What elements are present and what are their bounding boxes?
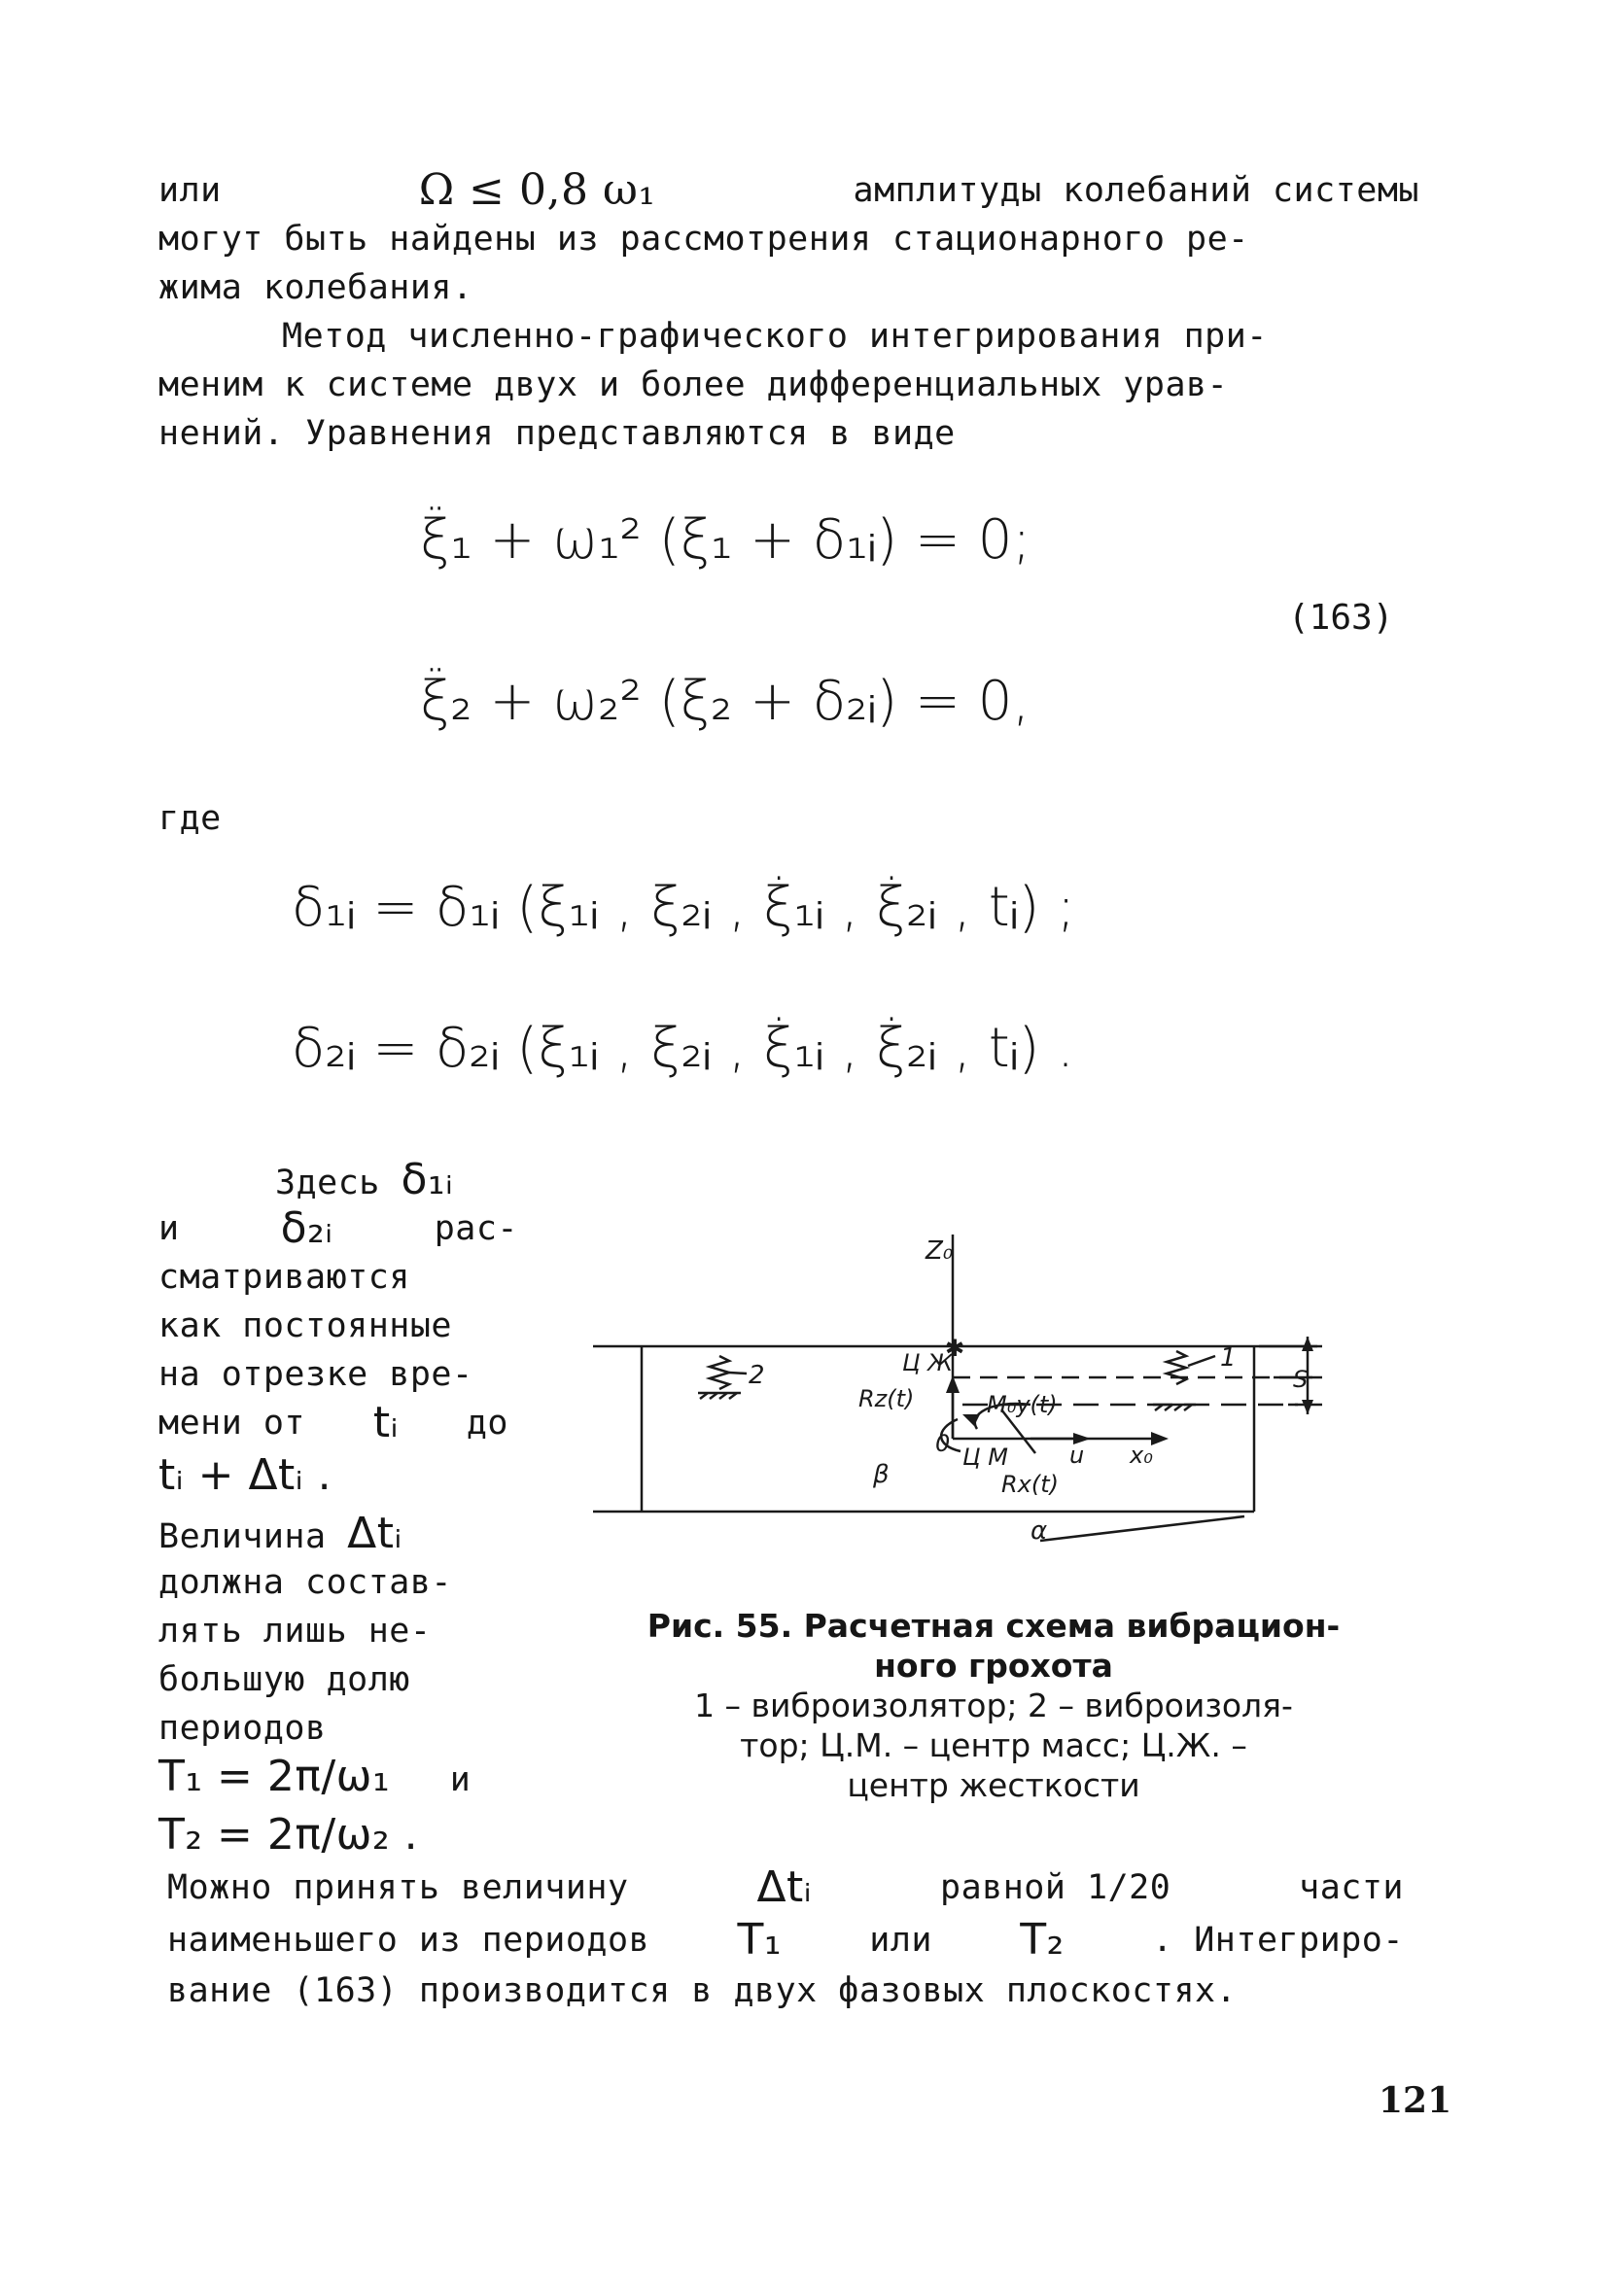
label-mass-center: Ц М: [962, 1444, 1008, 1471]
spring-isolator-1: [1167, 1351, 1186, 1384]
left-col-l2-end: рас-: [434, 1209, 518, 1248]
left-col-l8-text: Величина: [158, 1517, 327, 1556]
label-isolator-2: 2: [749, 1361, 765, 1390]
para3-line1-end: части: [1299, 1868, 1404, 1907]
label2-leader: [729, 1373, 747, 1374]
para1-line1: [158, 167, 1419, 214]
para3-line1-mid: равной 1/20: [940, 1868, 1171, 1907]
left-col-line13: [158, 1754, 471, 1803]
left-col-line14: [158, 1812, 418, 1861]
definition-delta1: δ₁ᵢ = δ₁ᵢ (ξ₁ᵢ , ξ₂ᵢ , ξ̇₁ᵢ , ξ̇₂ᵢ , tᵢ) ;: [292, 876, 1076, 939]
left-col-line8: [158, 1511, 402, 1560]
label-s: S: [1293, 1366, 1309, 1393]
para3-line2-math1: T₁: [737, 1915, 782, 1965]
left-col-line6: [158, 1400, 508, 1446]
label-stiffness-center: Ц Ж: [902, 1349, 954, 1376]
label-isolator-1: 1: [1220, 1343, 1237, 1373]
para1-line2: могут быть найдены из рассмотрения стационарного ре-: [158, 220, 1249, 259]
definition-delta2: δ₂ᵢ = δ₂ᵢ (ξ₁ᵢ , ξ₂ᵢ , ξ̇₁ᵢ , ξ̇₂ᵢ , tᵢ) .: [292, 1017, 1074, 1080]
label-u: u: [1069, 1442, 1085, 1469]
label-rx: Rx(t): [1001, 1471, 1060, 1498]
left-col-l1-math: δ₁ᵢ: [401, 1155, 454, 1204]
equation-number: (163): [1288, 598, 1394, 638]
left-col-line10: лять лишь не-: [158, 1612, 432, 1651]
left-col-l2-text: и: [158, 1209, 180, 1248]
caption-title-2: ного грохота: [874, 1647, 1113, 1685]
para1-line3: жима колебания.: [158, 268, 473, 307]
left-col-l6-math: tᵢ: [372, 1398, 399, 1447]
para3-line1-start: Можно принять величину: [167, 1868, 629, 1907]
left-col-line9: должна состав-: [158, 1563, 453, 1602]
caption-title: Рис. 55. Расчетная схема вибрацион-: [646, 1607, 1341, 1645]
para2-line1: Метод численно-графического интегрирования при-: [282, 317, 1268, 356]
left-col-line7: [158, 1452, 332, 1502]
para3-line2-start: наименьшего из периодов: [167, 1921, 650, 1960]
equation-163-second: ξ̈₂ + ω₂² (ξ₂ + δ₂ᵢ) = 0,: [420, 670, 1031, 733]
left-col-l13-math: T₁ = 2π/ω₁: [158, 1752, 391, 1801]
figure-caption: [566, 1606, 1421, 1805]
svg-text:✱: ✱: [944, 1335, 965, 1362]
label-beta: β: [873, 1460, 890, 1489]
label-rz: Rz(t): [858, 1385, 915, 1412]
left-col-l2-math: δ₂ᵢ: [280, 1203, 333, 1253]
left-col-line1: [275, 1157, 453, 1206]
left-col-line5: на отрезке вре-: [158, 1355, 473, 1394]
label-origin: 0: [935, 1430, 951, 1457]
para3-line2-mid: или: [869, 1921, 932, 1960]
left-col-l8-math: Δtᵢ: [347, 1509, 402, 1558]
para3-line3: вание (163) производится в двух фазовых плоскостях.: [167, 1971, 1238, 2010]
left-col-l6-text: мени от: [158, 1404, 306, 1443]
left-col-l13-end: и: [449, 1760, 472, 1799]
dim-arrow-down: [1302, 1400, 1313, 1414]
left-col-line12: периодов: [158, 1709, 327, 1748]
left-col-line4: как постоянные: [158, 1306, 453, 1345]
para2-line2: меним к системе двух и более дифференциальных урав-: [158, 365, 1229, 404]
left-col-l14-math: T₂ = 2π/ω₂ .: [158, 1810, 419, 1860]
para3-line2-math2: T₂: [1020, 1915, 1065, 1965]
label-z0: Z₀: [926, 1236, 954, 1266]
caption-line2: тор; Ц.М. – центр масс; Ц.Ж. –: [740, 1726, 1247, 1764]
para2-line3: нений. Уравнения представляются в виде: [158, 414, 956, 453]
page-number: 121: [1379, 2080, 1452, 2121]
label-moment: M₀y(t): [987, 1391, 1058, 1418]
label1-leader: [1188, 1356, 1215, 1366]
label-alpha: α: [1031, 1516, 1048, 1546]
para3-line1: [167, 1864, 1404, 1911]
dim-arrow-up: [1302, 1337, 1313, 1351]
left-col-line11: большую долю: [158, 1660, 410, 1699]
inclination-line: [1040, 1516, 1244, 1541]
where-label: где: [158, 799, 222, 838]
left-col-l7-math: tᵢ + Δtᵢ .: [158, 1450, 332, 1500]
left-col-line3: сматриваются: [158, 1258, 410, 1297]
para3-line2: [167, 1917, 1404, 1964]
left-col-l6-end: до: [466, 1404, 508, 1443]
equation-163-first: ξ̈₁ + ω₁² (ξ₁ + δ₁ᵢ) = 0;: [420, 508, 1031, 572]
para3-line2-end: . Интегриро-: [1152, 1921, 1404, 1960]
caption-line3: центр жесткости: [847, 1766, 1140, 1804]
omega-inequality: Ω ≤ 0,8 ω₁: [418, 165, 656, 215]
moment-arrowhead: [962, 1414, 980, 1426]
para1-line1-start: или: [158, 171, 222, 210]
left-col-l1-text: Здесь: [275, 1164, 380, 1202]
left-col-line2: [158, 1205, 518, 1252]
spring-isolator-2: [710, 1356, 729, 1389]
x0-arrowhead: [1151, 1432, 1169, 1445]
para3-line1-math: Δtᵢ: [756, 1862, 813, 1912]
caption-line1: 1 – виброизолятор; 2 – виброизоля-: [694, 1687, 1293, 1724]
para1-line1-end: амплитуды колебаний системы: [853, 171, 1419, 210]
vibrating-screen-diagram: [574, 1220, 1332, 1580]
label-x0: x₀: [1130, 1442, 1153, 1469]
